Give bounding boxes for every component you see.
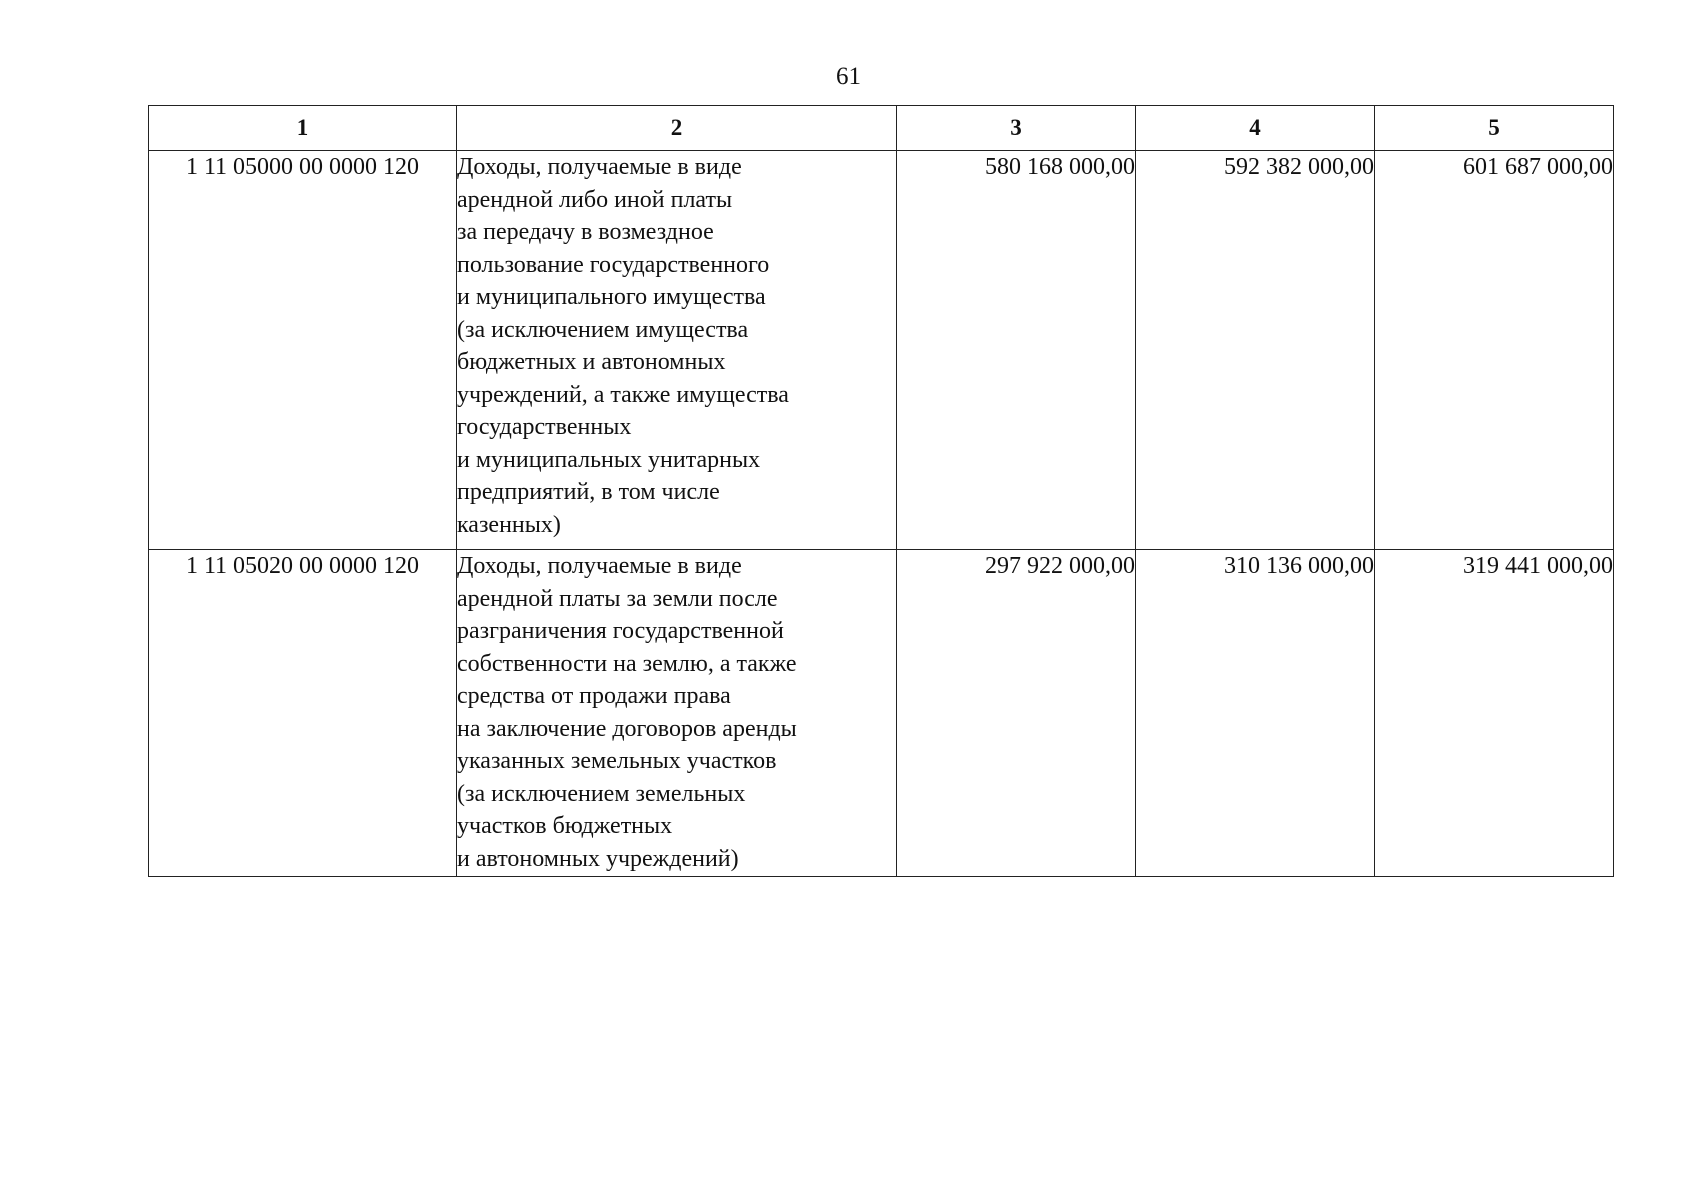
budget-revenue-table: [148, 105, 1614, 877]
amount-col-5-cell: 601 687 000,00: [1375, 151, 1614, 550]
description-line: казенных): [457, 511, 561, 538]
description-line: на заключение договоров аренды: [457, 715, 797, 742]
description-line: бюджетных и автономных: [457, 349, 726, 375]
budget-code-cell: 1 11 05020 00 0000 120: [149, 550, 457, 877]
description-line: разграничения государственной: [457, 618, 784, 644]
table-row: [149, 151, 1614, 550]
description-line: арендной платы за земли после: [457, 585, 778, 612]
description-line: (за исключением имущества: [457, 316, 749, 343]
description-line: собственности на землю, а также: [457, 650, 797, 677]
description-line: государственных: [457, 414, 632, 440]
description-line: Доходы, получаемые в виде: [457, 553, 742, 579]
amount-col-4-cell: 310 136 000,00: [1136, 550, 1375, 877]
description-line: участков бюджетных: [457, 813, 673, 839]
revenue-description-cell: [457, 550, 897, 877]
budget-code-cell: 1 11 05000 00 0000 120: [149, 151, 457, 550]
description-line: и муниципальных унитарных: [457, 446, 761, 473]
description-line: за передачу в возмездное: [457, 219, 714, 245]
description-line: предприятий, в том числе: [457, 479, 720, 505]
header-col-5: 5: [1375, 106, 1614, 151]
header-row: [149, 106, 1614, 151]
amount-col-3-cell: 297 922 000,00: [897, 550, 1136, 877]
description-line: Доходы, получаемые в виде: [457, 154, 742, 180]
description-line: арендной либо иной платы: [457, 186, 733, 213]
description-line: (за исключением земельных: [457, 780, 746, 807]
amount-col-5-cell: 319 441 000,00: [1375, 550, 1614, 877]
header-col-4: 4: [1136, 106, 1375, 151]
page-number: 61: [836, 63, 861, 90]
header-col-2: 2: [457, 106, 897, 151]
amount-col-3-cell: 580 168 000,00: [897, 151, 1136, 550]
description-line: и муниципального имущества: [457, 284, 766, 310]
header-col-3: 3: [897, 106, 1136, 151]
revenue-description-cell: [457, 151, 897, 550]
amount-col-4-cell: 592 382 000,00: [1136, 151, 1375, 550]
description-line: указанных земельных участков: [457, 748, 777, 774]
description-line: и автономных учреждений): [457, 845, 739, 872]
description-line: пользование государственного: [457, 251, 770, 278]
table-row: [149, 550, 1614, 877]
description-line: средства от продажи права: [457, 683, 731, 709]
header-col-1: 1: [149, 106, 457, 151]
description-line: учреждений, а также имущества: [457, 381, 789, 408]
